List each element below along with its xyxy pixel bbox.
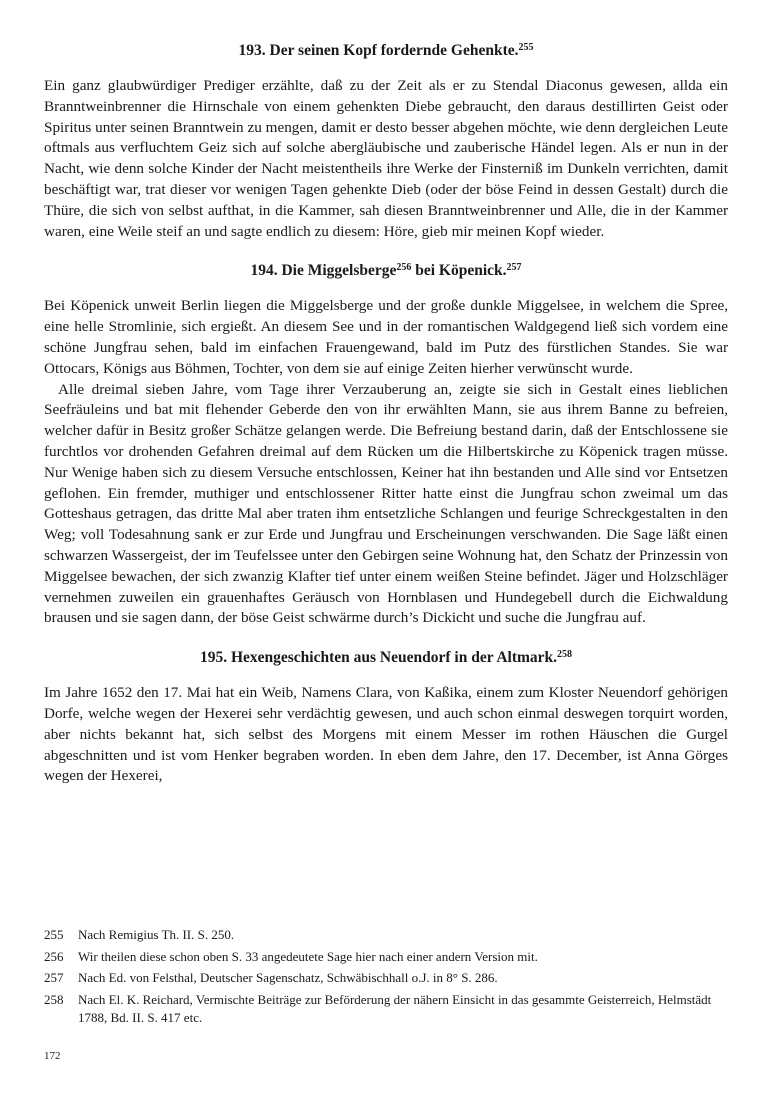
section-193 (44, 40, 728, 242)
section-title: 193. Der seinen Kopf fordernde Gehenkte.$^{255}$ (238, 42, 534, 59)
paragraph: Alle dreimal sieben Jahre, vom Tage ihrer Verzauberung an, zeigte sie sich in Gestalt eines lieblichen Seefräuleins und bat mit flehender Geberde den von ihr erwählten Mann, sie aus ihrem Banne zu befreien, welcher dafür in Besitz großer Schätze gelangen werde. Die Befreiung bestand darin, daß der Entschlossene sie furchtlos vor drohenden Gefahren dreimal auf dem Rücken um die Hilbertskirche zu Köpenick tragen müsse. Nur Wenige haben sich zu diesem Versuche entschlossen, Keiner hat ihn bestanden und Alle sind vor Entsetzen geflohen. Ein fremder, muthiger und entschlossener Ritter hatte einst die Jungfrau schon zweimal um das Gotteshaus getragen, das dritte Mal aber traten ihm entsetzliche Schlangen und feurige Schreckgestalten in den Weg; voll Todesahnung sank er zur Erde und Jungfrau und Erscheinungen verschwanden. Die Sage läßt einen schwarzen Wassergeist, der im Teufelssee unter den Gebirgen seine Wohnung hat, den Schatz der Prinzessin von Miggelsee bewachen, der sich zwanzig Klafter tief unter einem weißen Steine befindet. Jäger und Holzschläger vernehmen zuweilen ein grauenhaftes Geräusch von Hornblasen und Hundegebell durch die Eichwaldung brausen und sie sagen dann, der böse Geist schwärme durch’s Dickicht und suche die Jungfrau auf. (44, 380, 728, 627)
footnote-number: 258 (44, 991, 64, 1007)
paragraph: Bei Köpenick unweit Berlin liegen die Miggelsberge und der große dunkle Miggelsee, in welchem die Spree, eine helle Stromlinie, sich ergießt. An diesem See und in der romantischen Waldgegend ließ sich vordem eine schöne Jungfrau sehen, bald im einfachen Frauengewand, bald im Putz des fürstlichen Standes. Sie war Ottocars, Königs aus Böhmen, Tochter, von dem sie auf einige Zeiten hierher verwünscht wurde. (44, 297, 728, 377)
footnote (44, 948, 728, 967)
section-title: 195. Hexengeschichten aus Neuendorf in der Altmark.$^{258}$ (199, 649, 573, 667)
footnote-ref: 257 (506, 262, 522, 274)
footnote-text: Wir theilen diese schon oben S. 33 angedeutete Sage hier nach einer andern Version mit. (78, 948, 538, 964)
paragraph: Ein ganz glaubwürdiger Prediger erzählte, daß zu der Zeit als er zu Stendal Diaconus gewesen, allda ein Branntweinbrenner die Hirnschale von einem gehenkten Diebe gebraucht, den daraus destillirten Geist oder Spiritus unter seinen Branntwein zu mengen, damit er desto besser abgehen möchte, wie denn dergleichen Leute oftmals aus verfluchtem Geiz sich auf solche abergläubische und zauberische Händel legen. Als er nun in der Nacht, wie denn solche Kinder der Nacht meistentheils ihre Werke der Finsterniß im Dunkeln verrichten, damit beschäftigt war, trat dieser vor wenigen Tagen gehenkte Dieb (oder der böse Feind in dessen Gestalt) durch die Thüre, die sich von selbst aufthat, in die Kammer, sah diesen Branntweinbrenner und Alle, die in der Kammer waren, eine Weile steif an und sagte endlich zu diesem: Höre, gieb mir meinen Kopf wieder. (44, 77, 728, 240)
footnote-ref: 258 (557, 649, 573, 661)
footnote (44, 991, 728, 1028)
footnote-number: 255 (44, 927, 64, 942)
paragraph: Im Jahre 1652 den 17. Mai hat ein Weib, Namens Clara, von Kaßika, einem zum Kloster Neuendorf gehörigen Dorfe, welche wegen der Hexerei sehr verdächtig gewesen, und auch schon einmal deswegen torquirt worden, aber nichts bekannt hat, sich selbst des Morgens mit einem Messer im rothen Häuschen die Gurgel abgeschnitten und ist vom Henker begraben worden. In eben dem Jahre, den 17. December, ist Anna Görges wegen der Hexerei, (44, 684, 728, 785)
footnote-number: 256 (44, 948, 64, 964)
footnote-ref: 255 (518, 42, 534, 53)
footnote (44, 969, 728, 988)
footnotes (44, 926, 728, 1031)
footnote-text: Nach Remigius Th. II. S. 250. (78, 927, 235, 942)
section-195 (44, 647, 728, 787)
section-title: 194. Die Miggelsberge$^{256}$ bei Köpenick.$^{257}$ (250, 262, 522, 280)
page-body (44, 40, 728, 805)
footnote (44, 926, 728, 945)
footnote-ref: 256 (396, 262, 412, 274)
section-194 (44, 260, 728, 629)
page-number: 172 (44, 1050, 61, 1062)
footnote-text: Nach Ed. von Felsthal, Deutscher Sagenschatz, Schwäbischhall o.J. in 8° S. 286. (78, 970, 498, 985)
footnote-text: Nach El. K. Reichard, Vermischte Beiträge zur Beförderung der nähern Einsicht in das gesammte Geisterreich, Helmstädt 1788, Bd. II. S. 417 etc. (78, 991, 712, 1025)
footnote-number: 257 (44, 970, 64, 985)
